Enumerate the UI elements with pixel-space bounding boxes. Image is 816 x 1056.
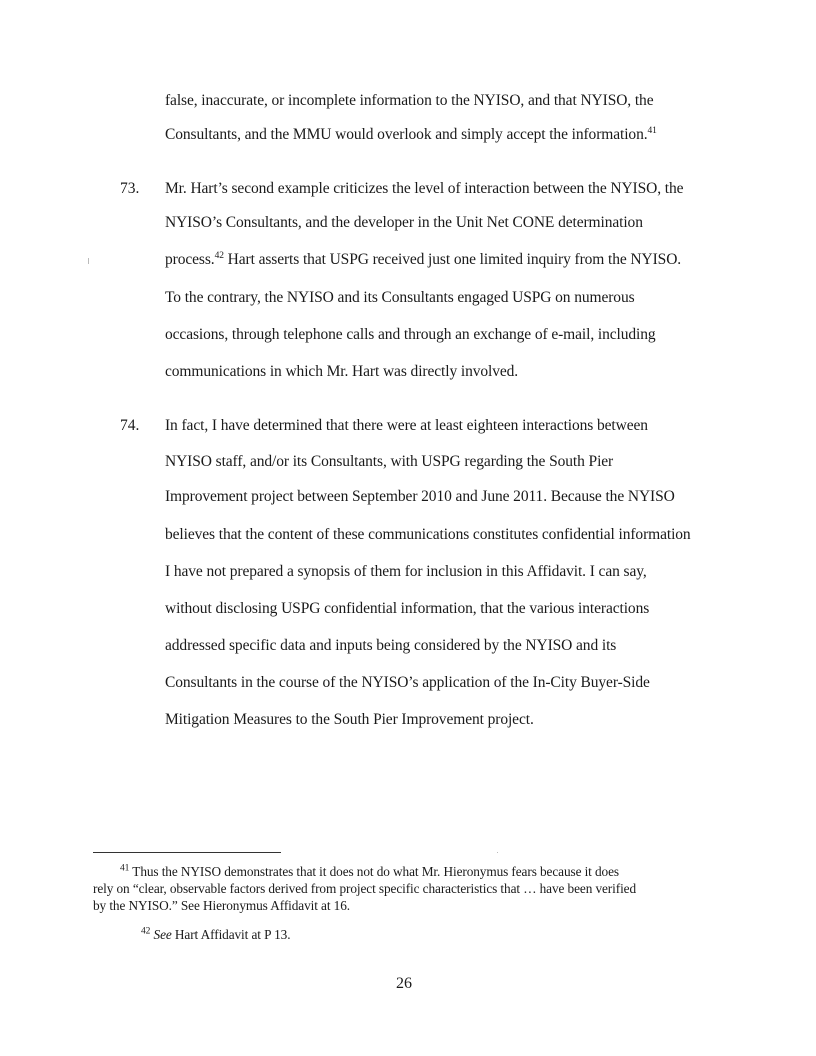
body-line: process.$^{42}$ Hart asserts that USPG received just one limited inquiry from the NYISO. [165, 250, 682, 268]
body-line: without disclosing USPG confidential information, that the various interactions [165, 600, 650, 617]
body-line: believes that the content of these communications constitutes confidential information [165, 526, 691, 543]
paragraph-number-74: 74. [120, 417, 140, 434]
footnote-marker-41: 41 [120, 863, 130, 874]
footnote-line: by the NYISO.” See Hieronymus Affidavit at 16. [93, 898, 350, 913]
body-line: Improvement project between September 2010 and June 2011. Because the NYISO [165, 488, 675, 505]
body-line: In fact, I have determined that there were at least eighteen interactions between [165, 417, 648, 434]
footnote-ref-41[interactable]: 41 [647, 125, 657, 136]
body-line: NYISO staff, and/or its Consultants, with USPG regarding the South Pier [165, 453, 614, 470]
body-line: false, inaccurate, or incomplete information to the NYISO, and that NYISO, the [165, 92, 654, 109]
body-line: Consultants in the course of the NYISO’s application of the In-City Buyer-Side [165, 674, 650, 691]
paragraph-number-73: 73. [120, 180, 140, 197]
body-line: addressed specific data and inputs being considered by the NYISO and its [165, 637, 617, 654]
body-line: occasions, through telephone calls and through an exchange of e-mail, including [165, 326, 656, 343]
body-line: To the contrary, the NYISO and its Consultants engaged USPG on numerous [165, 289, 635, 306]
scan-speck [88, 258, 89, 264]
page-number: 26 [396, 975, 412, 992]
footnote-ref-42[interactable]: 42 [214, 250, 224, 261]
body-line: Mitigation Measures to the South Pier Improvement project. [165, 711, 534, 728]
body-line: Mr. Hart’s second example criticizes the level of interaction between the NYISO, the [165, 180, 684, 197]
body-line: NYISO’s Consultants, and the developer in the Unit Net CONE determination [165, 214, 643, 231]
footnote-42: $^{42}$ See Hart Affidavit at P 13. [141, 926, 291, 942]
footnote-41: $^{41}$ Thus the NYISO demonstrates that it does not do what Mr. Hieronymus fears because it does [120, 863, 619, 879]
body-line: Consultants, and the MMU would overlook and simply accept the information.$^{41}$ [165, 125, 657, 143]
footnote-line: rely on “clear, observable factors derived from project specific characteristics that … have been verified [93, 881, 637, 896]
body-line: I have not prepared a synopsis of them for inclusion in this Affidavit. I can say, [165, 563, 647, 580]
scan-speck [497, 852, 498, 853]
footnote-marker-42: 42 [141, 926, 151, 937]
body-line: communications in which Mr. Hart was directly involved. [165, 363, 519, 380]
footnote-separator [93, 852, 281, 853]
